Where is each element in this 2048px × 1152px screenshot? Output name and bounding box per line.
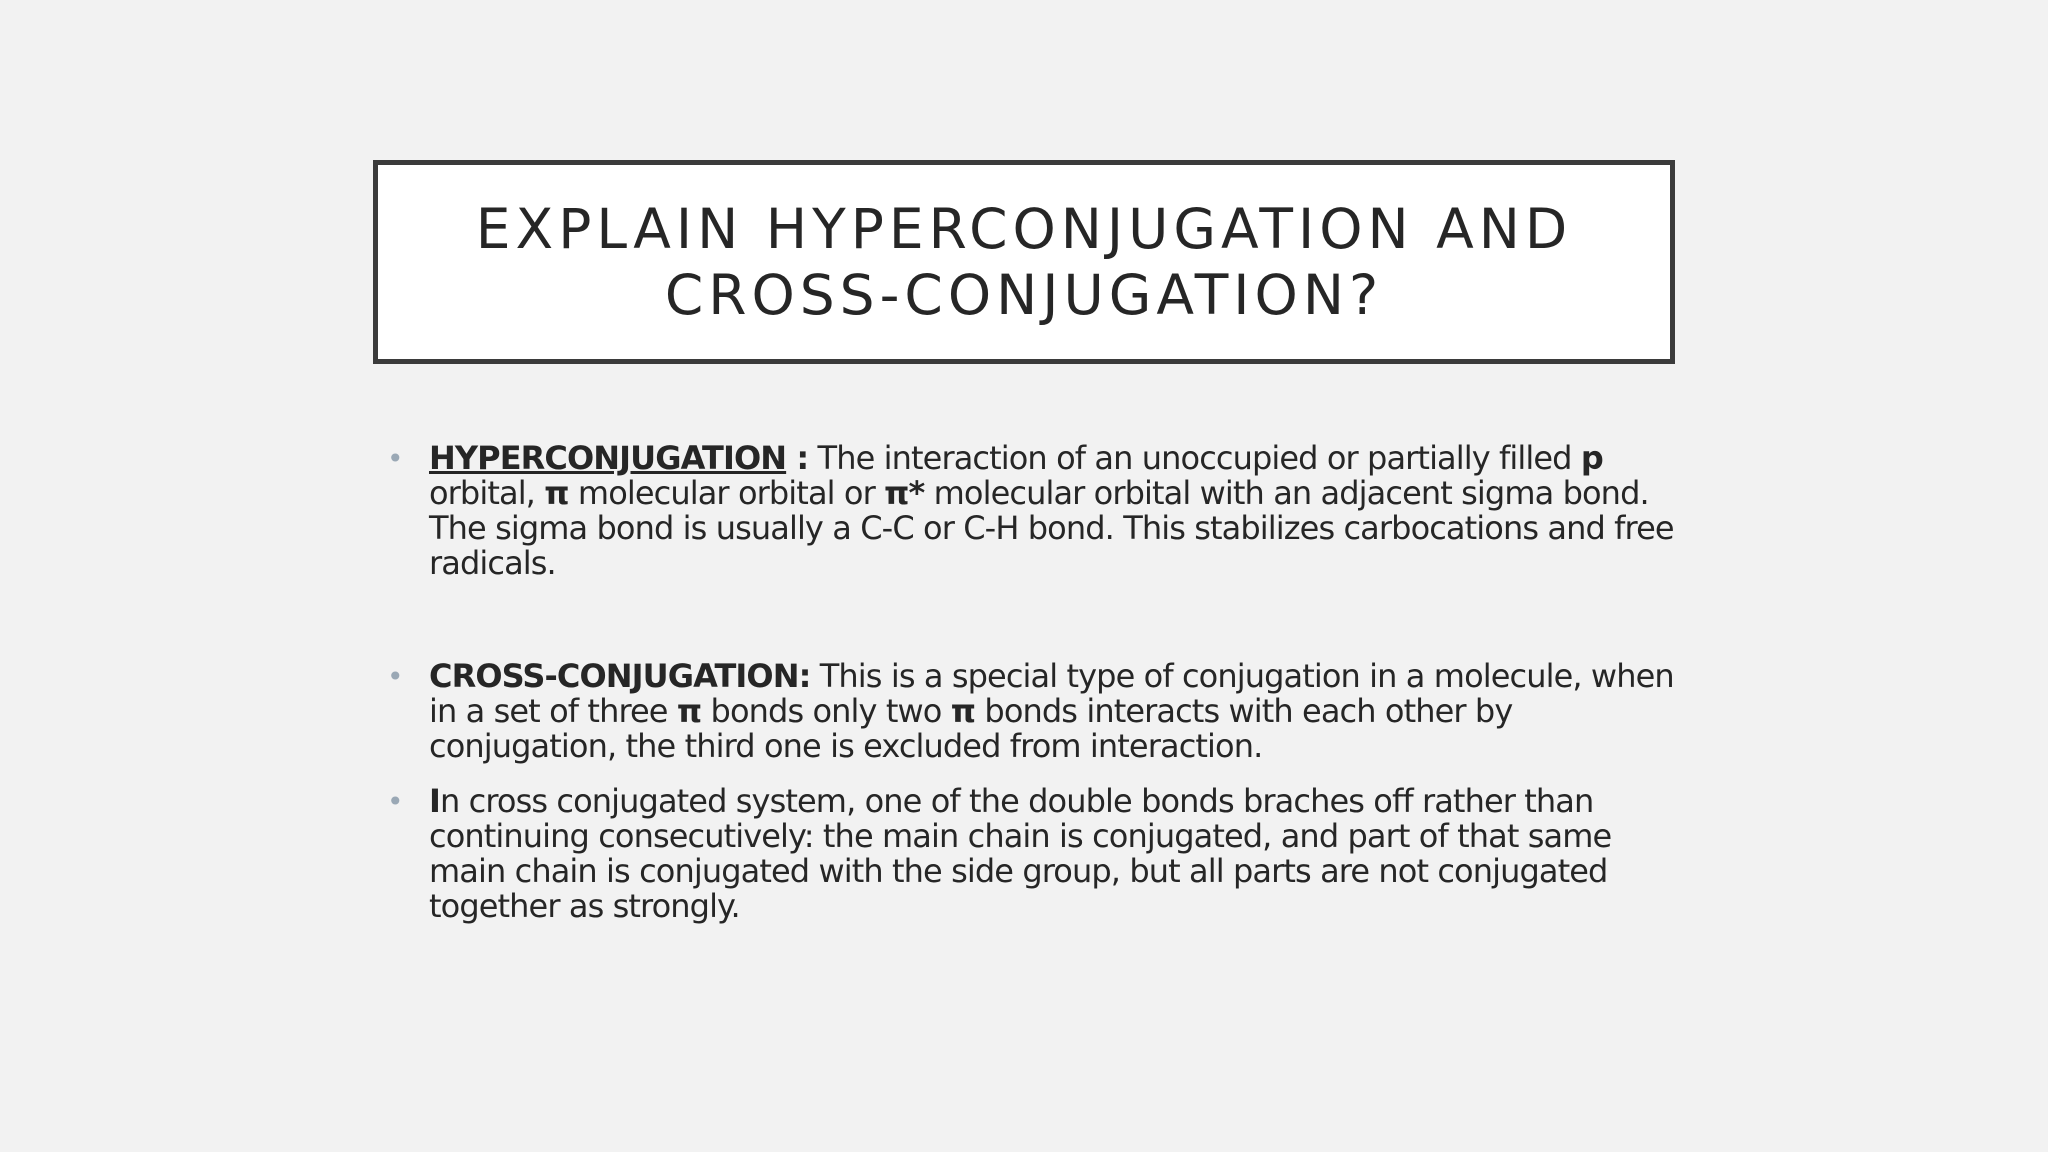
bullet-dot-icon: • <box>387 442 403 475</box>
hyperconjugation-text-b: orbital, <box>429 474 545 512</box>
pi-symbol: π <box>544 474 569 512</box>
bold-initial: I <box>429 782 441 820</box>
pi-symbol: π <box>950 692 976 730</box>
title-line-2: CROSS-CONJUGATION? <box>664 263 1384 327</box>
hyperconjugation-text-c: molecular orbital or <box>568 474 885 512</box>
bullet-cross-conjugation <box>387 659 1677 764</box>
p-orbital-symbol: p <box>1580 439 1603 477</box>
cross-conjugation-heading: CROSS-CONJUGATION: <box>429 657 811 695</box>
content-body <box>387 441 1677 924</box>
cross-conjugation-text-a: This is a special type of conjugation in a molecule, when in a set of three <box>429 657 1674 730</box>
bullet-dot-icon: • <box>387 785 403 818</box>
hyperconjugation-text-a: The interaction of an unoccupied or partially filled <box>808 439 1581 477</box>
bullet-cross-conjugated-system <box>387 784 1677 924</box>
bullet-hyperconjugation <box>387 441 1677 581</box>
title-box <box>373 160 1675 364</box>
bullet-dot-icon: • <box>387 660 403 693</box>
hyperconjugation-heading: HYPERCONJUGATION <box>429 439 787 477</box>
hyperconjugation-text-d: molecular orbital with an adjacent sigma bond. The sigma bond is usually a C-C or C-H bond. This stabilizes carbocations and free radicals. <box>429 474 1674 582</box>
pi-star-symbol: π* <box>884 474 925 512</box>
hyperconjugation-heading-sep: : <box>786 439 809 477</box>
cross-conjugated-system-text: n cross conjugated system, one of the double bonds braches off rather than continuing consecutively: the main chain is conjugated, and part of that same main chain is conjugated with the side group, but all parts are not conjugated together as strongly. <box>429 782 1612 925</box>
pi-symbol: π <box>676 692 702 730</box>
title-line-1: EXPLAIN HYPERCONJUGATION AND <box>475 197 1573 261</box>
cross-conjugation-text-c: bonds interacts with each other by conjugation, the third one is excluded from interaction. <box>429 692 1513 765</box>
cross-conjugation-text-b: bonds only two <box>701 692 951 730</box>
slide-title <box>424 196 1624 328</box>
bullet-list <box>387 441 1677 924</box>
